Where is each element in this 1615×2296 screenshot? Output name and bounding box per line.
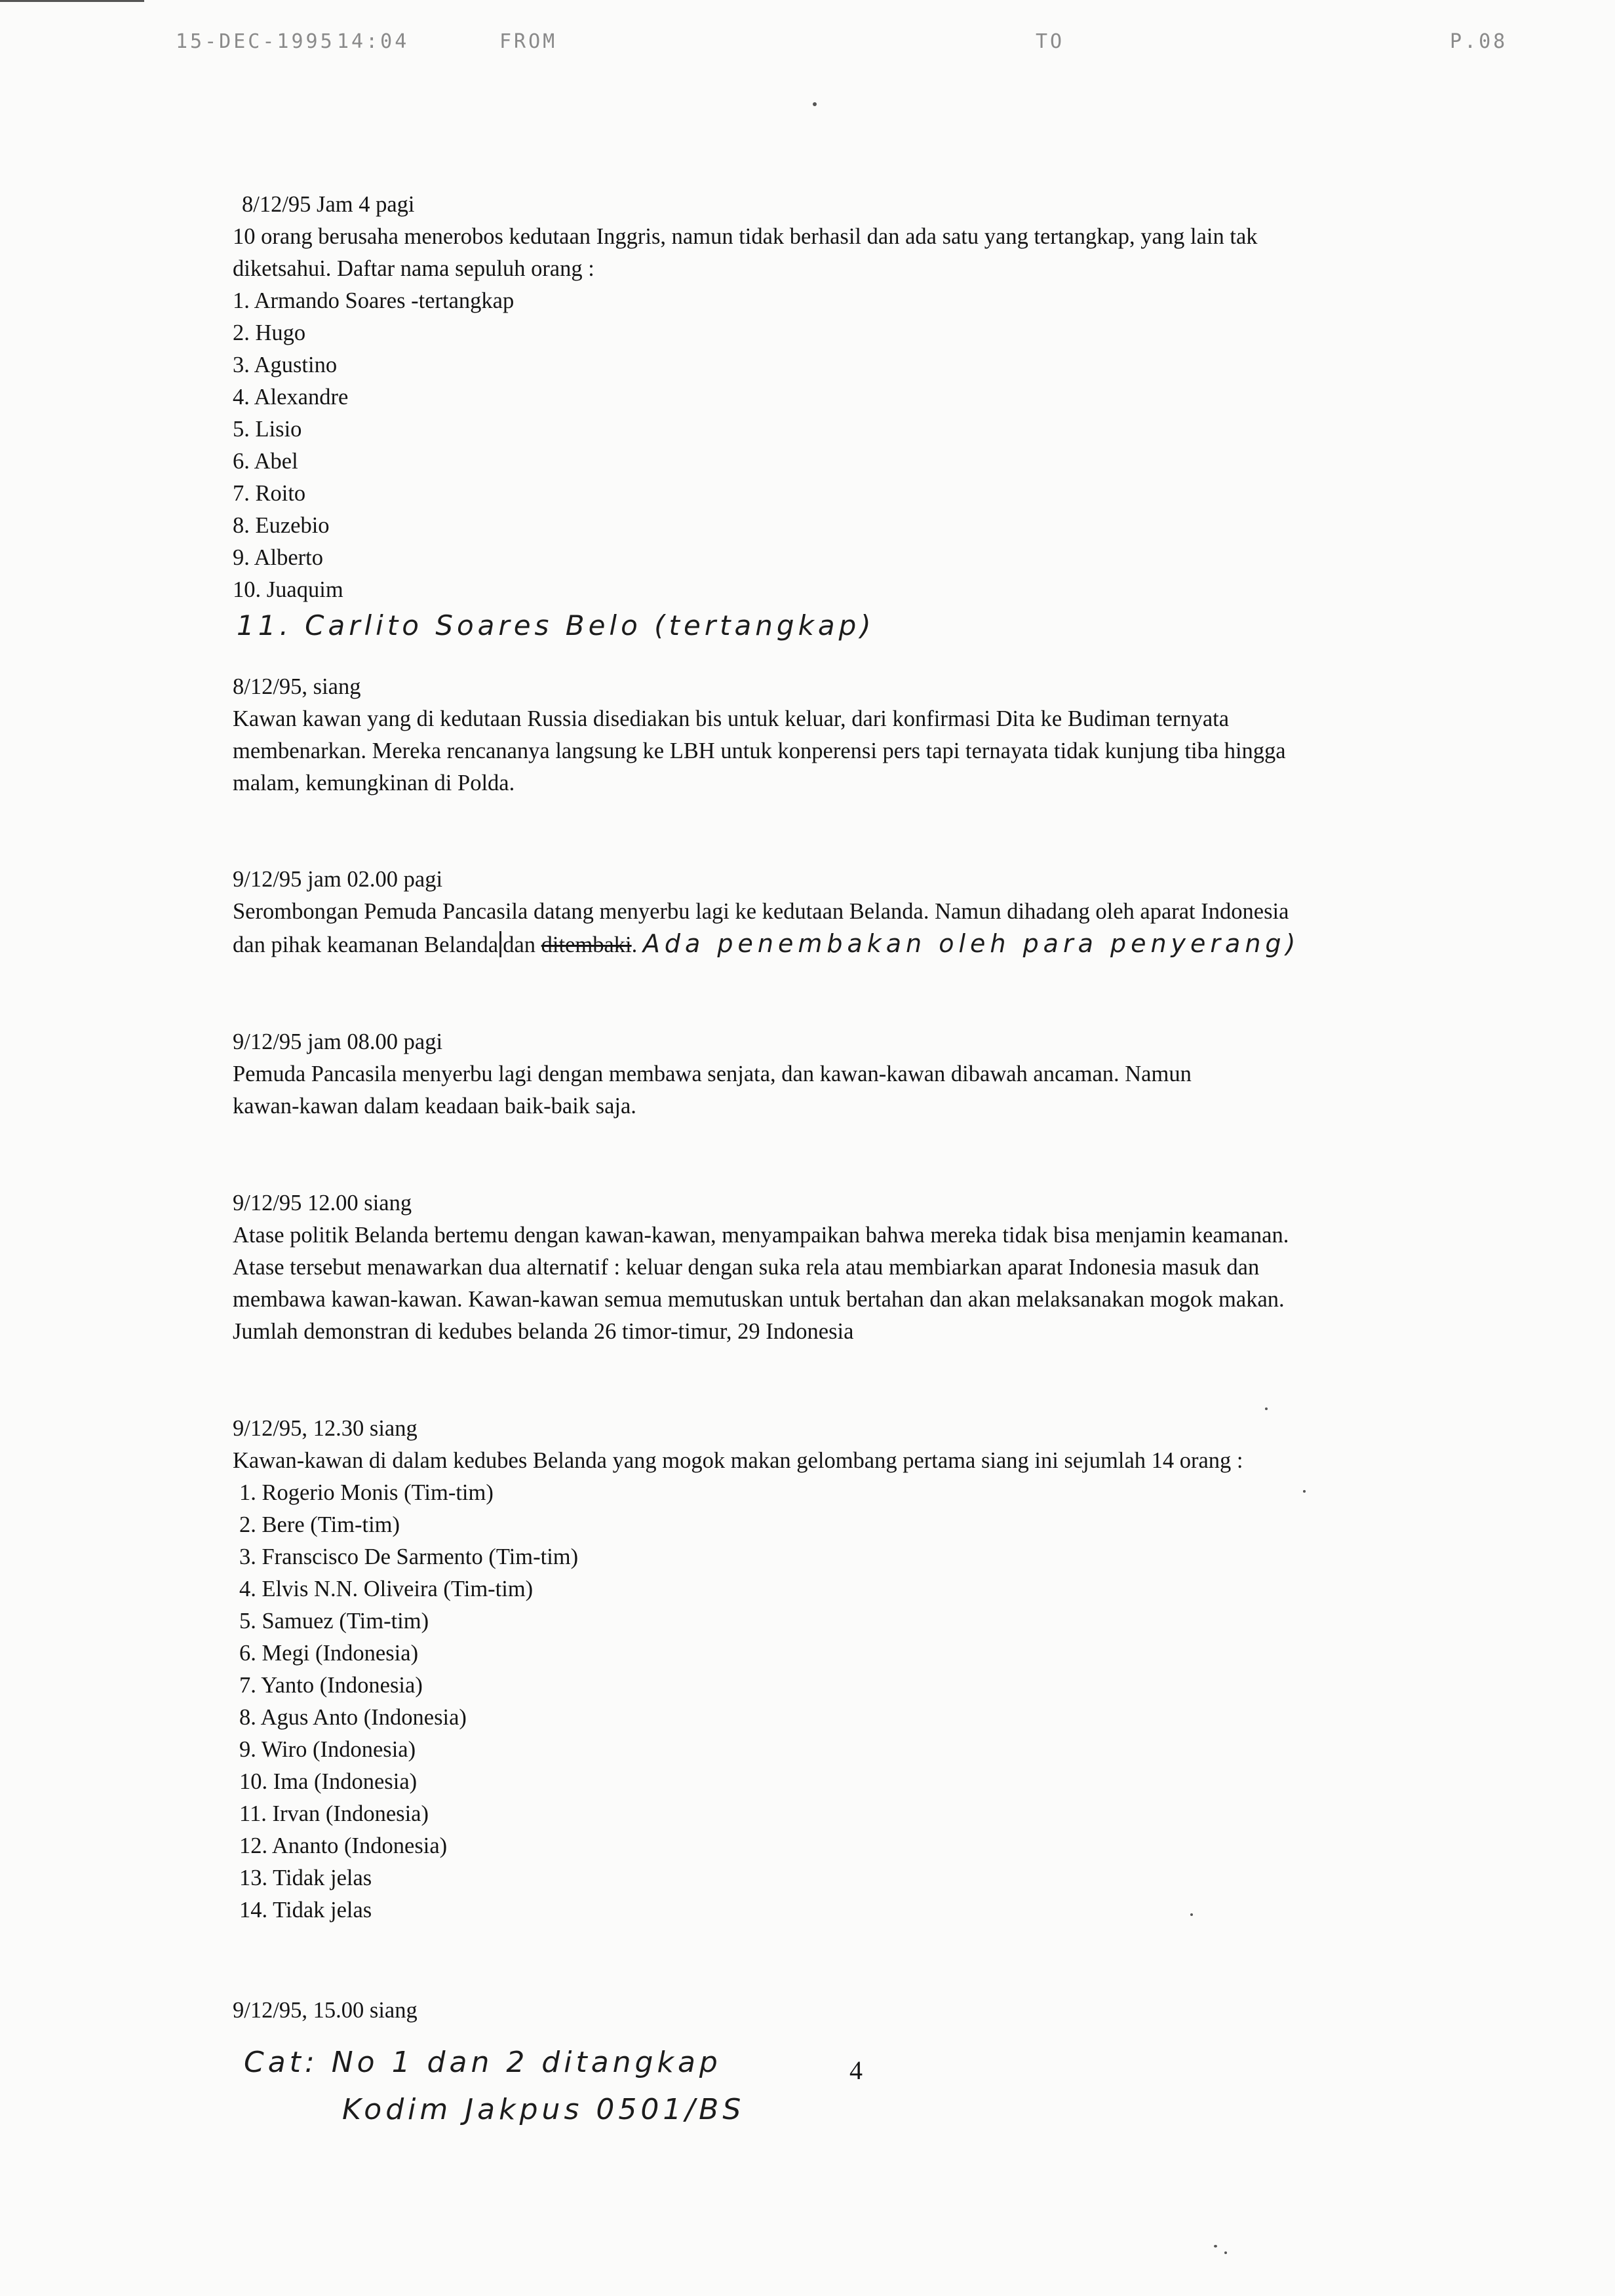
typed-text: dan [503, 932, 541, 957]
list-item: 2. Bere (Tim-tim) [239, 1512, 400, 1537]
list-item: 5. Samuez (Tim-tim) [239, 1609, 429, 1634]
list-item: 13. Tidak jelas [239, 1866, 372, 1890]
list-item: 7. Roito [233, 481, 306, 506]
body-line: Pemuda Pancasila menyerbu lagi dengan membawa senjata, dan kawan-kawan dibawah ancaman. Namun [233, 1062, 1192, 1086]
log-entry [233, 189, 1478, 645]
speck [1224, 2251, 1227, 2254]
body-line: 10 orang berusaha menerobos kedutaan Inggris, namun tidak berhasil dan ada satu yang tertangkap, yang lain tak [233, 224, 1258, 249]
speck [1265, 1407, 1268, 1410]
log-entry [233, 671, 1478, 799]
entry-heading: 9/12/95 jam 02.00 pagi [233, 867, 443, 892]
list-item: 2. Hugo [233, 320, 306, 345]
entry-body [233, 1219, 1478, 1348]
body-line: Jumlah demonstran di kedubes belanda 26 timor-timur, 29 Indonesia [233, 1319, 854, 1344]
entry-body [233, 1058, 1478, 1122]
body-line: diketsahui. Daftar nama sepuluh orang : [233, 256, 594, 281]
fax-top-rule [0, 0, 144, 2]
body-line: Kawan-kawan di dalam kedubes Belanda yang mogok makan gelombang pertama siang ini sejumlah 14 orang : [233, 1448, 1243, 1473]
handwritten-note-line: Kodim Jakpus 0501/BS [342, 2093, 745, 2126]
list-item: 4. Alexandre [233, 385, 349, 410]
entry-heading: 9/12/95, 12.30 siang [233, 1416, 418, 1441]
list-item: 10. Juaquim [233, 577, 343, 602]
body-line: Kawan kawan yang di kedutaan Russia disediakan bis untuk keluar, dari konfirmasi Dita ke Budiman ternyata [233, 706, 1230, 731]
entry-body [233, 896, 1478, 961]
people-list [233, 1477, 1478, 1926]
body-line: membenarkan. Mereka rencananya langsung ke LBH untuk konperensi pers tapi ternayata tidak kunjung tiba hingga [233, 738, 1286, 763]
typed-text: dan pihak keamanan Belanda [233, 932, 499, 957]
list-item: 12. Ananto (Indonesia) [239, 1833, 448, 1858]
insertion-caret [499, 931, 501, 957]
list-item: 5. Lisio [233, 417, 302, 442]
list-item: 4. Elvis N.N. Oliveira (Tim-tim) [239, 1577, 534, 1601]
entry-body [233, 1445, 1478, 1477]
handwritten-note [244, 2039, 899, 2133]
list-item: 9. Alberto [233, 545, 323, 570]
log-entry [233, 1187, 1478, 1348]
list-item: 7. Yanto (Indonesia) [239, 1673, 423, 1698]
handwritten-note-line: Cat: No 1 dan 2 ditangkap [244, 2046, 722, 2079]
speck [813, 102, 817, 106]
fax-header-time: 14:04 [337, 30, 410, 53]
log-entry [233, 1413, 1478, 1926]
struck-text: ditembaki [541, 932, 632, 957]
list-item: 10. Ima (Indonesia) [239, 1769, 418, 1794]
list-item: 6. Megi (Indonesia) [239, 1641, 419, 1666]
entry-heading: 9/12/95 jam 08.00 pagi [233, 1029, 443, 1054]
entry-heading: 9/12/95 12.00 siang [233, 1191, 412, 1215]
fax-header-from: FROM [499, 30, 558, 53]
list-item: 3. Agustino [233, 353, 338, 377]
people-list [233, 285, 1478, 606]
log-entry [233, 1995, 1478, 2027]
typed-text: . [631, 932, 638, 957]
fax-header-to: TO [1036, 30, 1065, 53]
handwritten-list-item: 11. Carlito Soares Belo (tertangkap) [237, 609, 875, 641]
body-line: malam, kemungkinan di Polda. [233, 771, 515, 795]
body-line: Atase politik Belanda bertemu dengan kawan-kawan, menyampaikan bahwa mereka tidak bisa menjamin keamanan. [233, 1223, 1289, 1248]
fax-header-page: P.08 [1450, 30, 1508, 53]
list-item: 3. Franscisco De Sarmento (Tim-tim) [239, 1544, 579, 1569]
body-line: Atase tersebut menawarkan dua alternatif : keluar dengan suka rela atau membiarkan aparat Indonesia masuk dan [233, 1255, 1260, 1280]
body-line: Serombongan Pemuda Pancasila datang menyerbu lagi ke kedutaan Belanda. Namun dihadang oleh aparat Indonesia [233, 899, 1289, 924]
body-line: membawa kawan-kawan. Kawan-kawan semua memutuskan untuk bertahan dan akan melaksanakan mogok makan. [233, 1287, 1285, 1312]
log-entry [233, 864, 1478, 961]
entry-body [233, 221, 1478, 285]
page-number: 4 [849, 2056, 863, 2085]
list-item: 14. Tidak jelas [239, 1898, 372, 1923]
list-item: 8. Euzebio [233, 513, 330, 538]
list-item: 11. Irvan (Indonesia) [239, 1801, 429, 1826]
body-line-annotated [233, 928, 1478, 961]
list-item: 1. Rogerio Monis (Tim-tim) [239, 1480, 494, 1505]
entry-body [233, 703, 1478, 799]
entry-heading: 8/12/95 Jam 4 pagi [242, 192, 415, 217]
entry-heading: 8/12/95, siang [233, 674, 361, 699]
fax-header-date: 15-DEC-1995 [176, 30, 335, 53]
list-item: 6. Abel [233, 449, 298, 474]
list-item: 1. Armando Soares -tertangkap [233, 288, 515, 313]
entry-heading: 9/12/95, 15.00 siang [233, 1998, 418, 2023]
log-entry [233, 1026, 1478, 1122]
handwritten-insertion: Ada penembakan oleh para penyerang) [642, 929, 1300, 958]
speck [1214, 2245, 1217, 2248]
list-item: 8. Agus Anto (Indonesia) [239, 1705, 467, 1730]
body-line: kawan-kawan dalam keadaan baik-baik saja. [233, 1094, 636, 1119]
list-item: 9. Wiro (Indonesia) [239, 1737, 416, 1762]
